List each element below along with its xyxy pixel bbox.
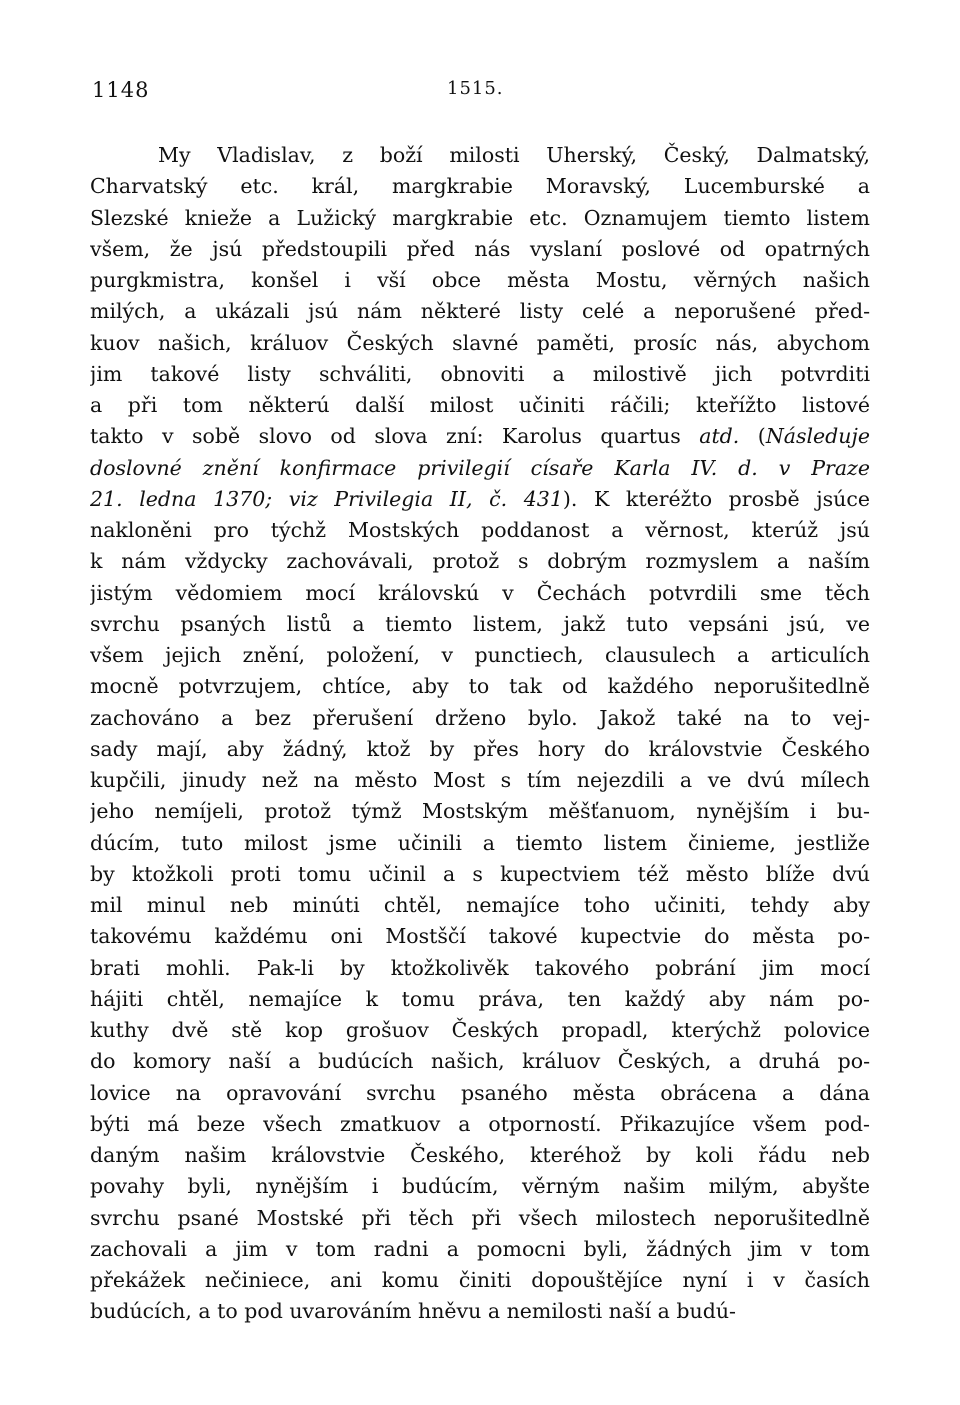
- text-line: [90, 515, 870, 546]
- text-segment: milých, a ukázali jsú nám některé listy celé a neporušené před-: [90, 299, 870, 324]
- text-segment: lovice na opravování svrchu psaného města obrácena a dána: [90, 1080, 870, 1105]
- text-segment: Charvatský etc. král, margkrabie Moravský, Lucemburské a: [90, 174, 870, 199]
- text-segment: všem, že jsú předstoupili před nás vyslaní poslové od opatrných: [90, 236, 870, 261]
- text-segment: zachováno a bez přerušení drženo bylo. Jakož také na to vej-: [90, 705, 870, 730]
- text-segment: mocně potvrzujem, chtíce, aby to tak od každého neporušitedlně: [90, 674, 870, 699]
- text-line: [90, 140, 870, 171]
- text-line: [90, 984, 870, 1015]
- text-segment: zachovali a jim v tom radni a pomocni byli, žádných jim v tom: [90, 1236, 870, 1261]
- text-line: [90, 546, 870, 577]
- text-segment: dúcím, tuto milost jsme učinili a tiemto listem činieme, jestliže: [90, 830, 870, 855]
- text-segment: purgkmistra, konšel i vší obce města Mostu, věrných našich: [90, 268, 870, 292]
- text-line: [90, 171, 870, 202]
- text-line: [90, 734, 870, 765]
- italic-text-segment: doslovné znění konfirmace privilegií císaře Karla IV. d. v Praze: [90, 455, 870, 480]
- text-line: [90, 1140, 870, 1171]
- text-segment: svrchu psaných listů a tiemto listem, jakž tuto vepsáni jsú, ve: [90, 611, 870, 636]
- page-number: 1148: [92, 78, 150, 102]
- text-segment: My Vladislav, z boží milosti Uherský, Český, Dalmatský,: [158, 143, 870, 167]
- text-segment: nakloněni pro týchž Mostských poddanost a věrnost, kterúž jsú: [90, 518, 870, 542]
- text-line: [90, 359, 870, 390]
- text-segment: kuthy dvě stě kop grošuov Českých propadl, kterýchž polovice: [90, 1018, 870, 1042]
- text-segment: (: [739, 424, 766, 449]
- italic-text-segment: 21. ledna 1370; viz Privilegia II, č. 431: [90, 486, 563, 511]
- text-line: [90, 453, 870, 484]
- text-line: [90, 671, 870, 702]
- text-segment: k nám vždycky zachovávali, protož s dobrým rozmyslem a naším: [90, 549, 870, 574]
- text-segment: kuov našich, králuov Českých slavné paměti, prosíc nás, abychom: [90, 330, 870, 355]
- text-segment: jim takové listy schváliti, obnoviti a milostivě jich potvrditi: [90, 361, 870, 386]
- text-segment: povahy byli, nynějším i budúcím, věrným našim milým, abyšte: [90, 1174, 870, 1199]
- body-text: [90, 140, 870, 1328]
- italic-text-segment: Následuje: [765, 424, 870, 449]
- text-segment: ). K kteréžto prosbě jsúce: [562, 486, 870, 511]
- text-line: [90, 828, 870, 859]
- text-line: [90, 328, 870, 359]
- text-line: [90, 265, 870, 296]
- italic-text-segment: atd.: [699, 424, 740, 449]
- text-segment: takovému každému oni Mostščí takové kupectvie do města po-: [90, 924, 870, 949]
- text-line: [90, 1015, 870, 1046]
- text-line: [90, 390, 870, 421]
- running-title: 1515.: [447, 78, 504, 99]
- text-line: [90, 796, 870, 827]
- text-line: [90, 1296, 870, 1327]
- text-segment: překážek nečiniece, ani komu činiti dopouštějíce nyní i v časích: [90, 1268, 870, 1292]
- text-line: [90, 609, 870, 640]
- text-segment: kupčili, jinudy než na město Most s tím nejezdili a ve dvú mílech: [90, 768, 870, 792]
- text-segment: brati mohli. Pak-li by ktožkolivěk takového pobrání jim mocí: [90, 955, 870, 980]
- text-line: [90, 921, 870, 952]
- text-line: [90, 640, 870, 671]
- text-segment: by ktožkoli proti tomu učinil a s kupectviem též město blíže dvú: [90, 861, 870, 886]
- text-segment: jeho nemíjeli, protož týmž Mostským měšťanuom, nynějším i bu-: [90, 799, 870, 824]
- text-line: [90, 578, 870, 609]
- text-line: [90, 234, 870, 265]
- text-line: [90, 953, 870, 984]
- text-segment: svrchu psané Mostské při těch při všech milostech neporušitedlně: [90, 1205, 870, 1230]
- text-line: [90, 1203, 870, 1234]
- text-line: [90, 296, 870, 327]
- text-segment: daným našim královstvie Českého, kteréhož by koli řádu neb: [90, 1143, 870, 1167]
- text-line: [90, 484, 870, 515]
- page-header: [92, 78, 872, 108]
- text-line: [90, 1046, 870, 1077]
- text-line: [90, 1109, 870, 1140]
- text-segment: do komory naší a budúcích našich, králuov Českých, a druhá po-: [90, 1049, 870, 1074]
- text-line: [90, 703, 870, 734]
- text-segment: takto v sobě slovo od slova zní: Karolus quartus: [90, 424, 700, 449]
- text-segment: býti má beze všech zmatkuov a otporností. Přikazujíce všem pod-: [90, 1111, 870, 1136]
- text-line: [90, 859, 870, 890]
- text-line: [90, 890, 870, 921]
- text-segment: hájiti chtěl, nemajíce k tomu práva, ten každý aby nám po-: [90, 986, 870, 1011]
- text-segment: mil minul neb minúti chtěl, nemajíce toho učiniti, tehdy aby: [90, 893, 870, 917]
- text-line: [90, 1234, 870, 1265]
- text-segment: budúcích, a to pod uvarováním hněvu a nemilosti naší a budú-: [90, 1299, 736, 1324]
- text-line: [90, 1265, 870, 1296]
- text-line: [90, 1171, 870, 1202]
- text-line: [90, 1078, 870, 1109]
- text-line: [90, 765, 870, 796]
- text-segment: všem jejich znění, položení, v punctiech, clausulech a articulích: [90, 643, 870, 667]
- text-segment: Slezské knieže a Lužický margkrabie etc. Oznamujem tiemto listem: [90, 205, 870, 230]
- text-segment: jistým vědomiem mocí královskú v Čechách potvrdili sme těch: [90, 580, 870, 605]
- text-line: [90, 203, 870, 234]
- text-segment: sady mají, aby žádný, ktož by přes hory do královstvie Českého: [90, 736, 870, 761]
- text-line: [90, 421, 870, 452]
- text-segment: a při tom některú další milost učiniti ráčili; kteřížto listové: [90, 393, 870, 417]
